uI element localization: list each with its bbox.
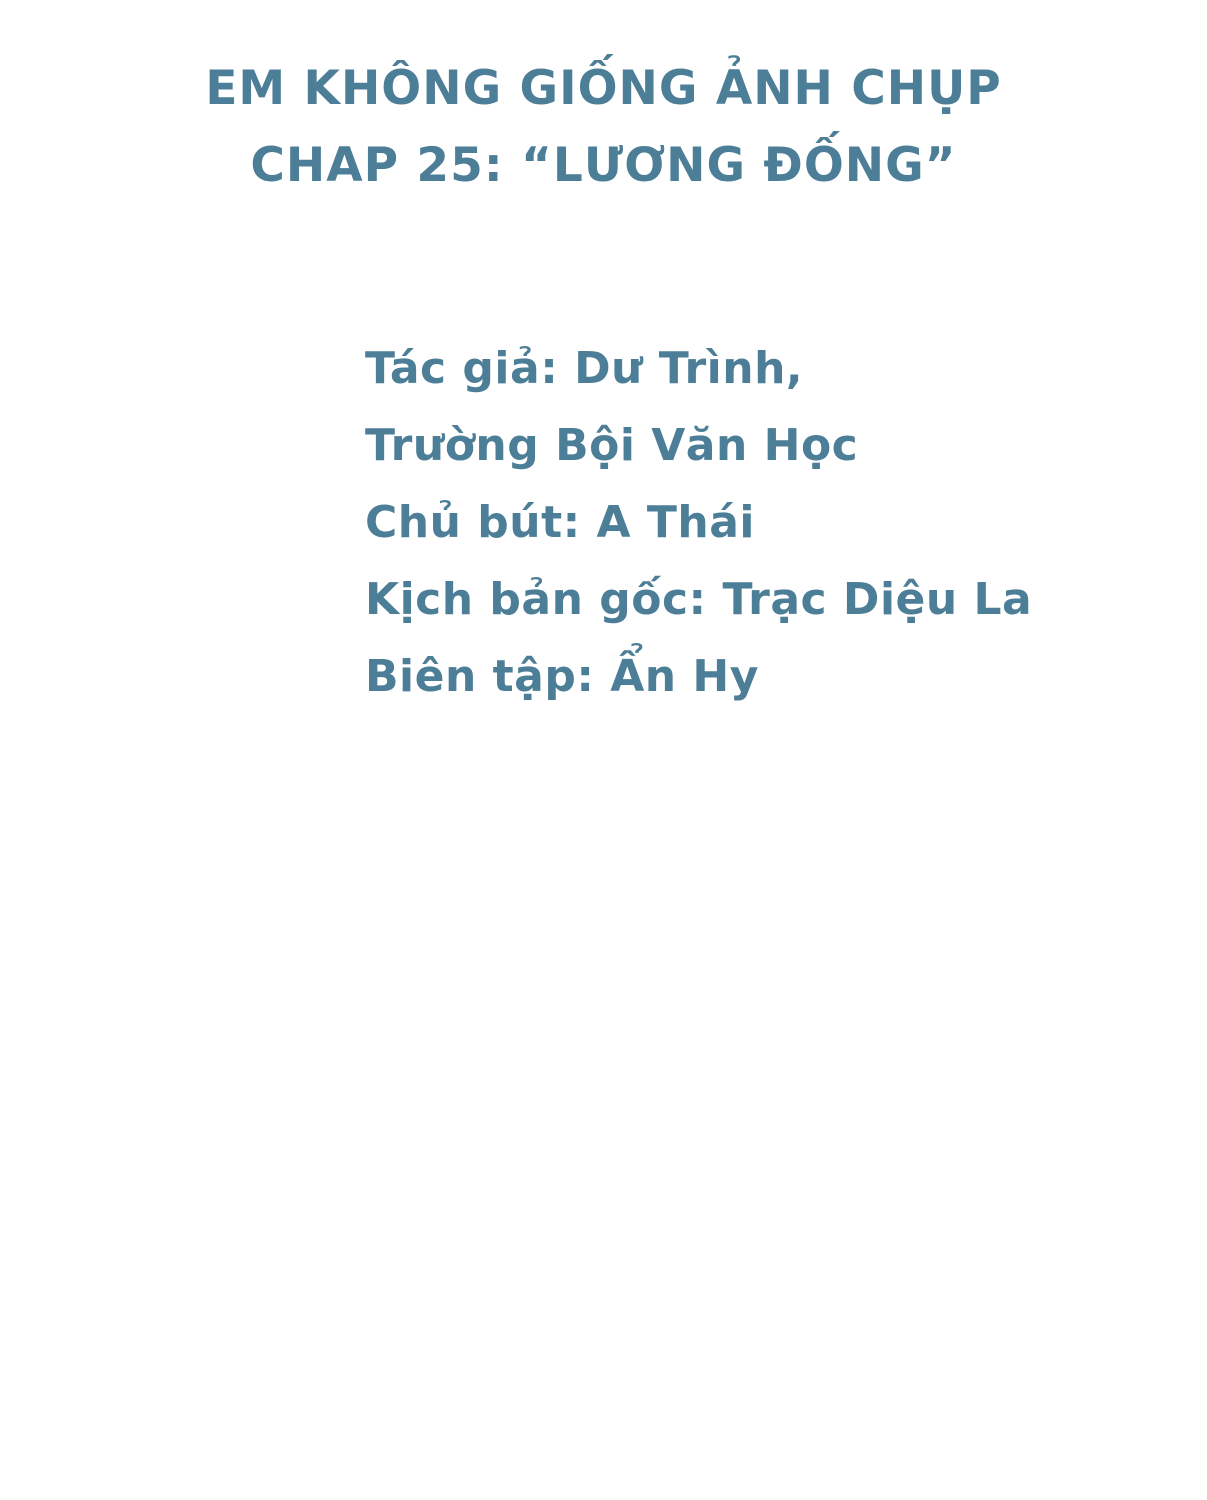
chapter-number-line: CHAP 25: “LƯƠNG ĐỐNG” <box>250 138 957 193</box>
credit-original-script: Kịch bản gốc: Trạc Diệu La <box>365 574 1033 625</box>
chapter-title <box>0 50 1207 204</box>
credit-author: Tác giả: Dư Trình, <box>365 343 804 394</box>
credit-editor: Biên tập: Ẩn Hy <box>365 651 759 702</box>
credit-author-continued: Trường Bội Văn Học <box>365 420 859 471</box>
credits-list <box>365 330 1032 715</box>
credit-editor-in-chief: Chủ bút: A Thái <box>365 497 756 548</box>
series-title-line: EM KHÔNG GIỐNG ẢNH CHỤP <box>205 61 1002 116</box>
